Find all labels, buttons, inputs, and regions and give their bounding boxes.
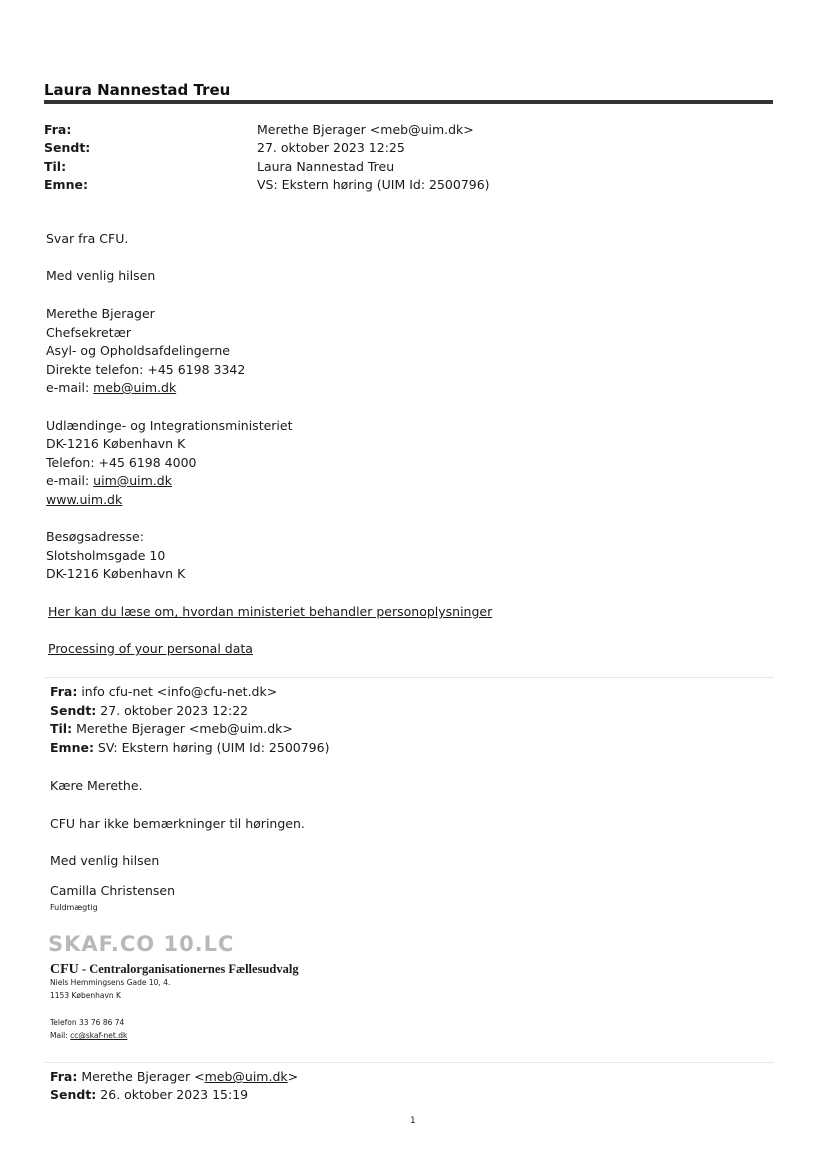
header-to-value: Laura Nannestad Treu [257, 159, 395, 174]
ministry-email-line [46, 473, 172, 488]
org-mail-link[interactable]: cc@skaf-net.dk [70, 1031, 128, 1040]
signature-email-link[interactable]: meb@uim.dk [93, 380, 177, 395]
signature-department: Asyl- og Opholdsafdelingerne [46, 343, 230, 358]
quote-separator-2 [44, 1062, 774, 1063]
signature-name: Merethe Bjerager [46, 306, 155, 321]
page-title: Laura Nannestad Treu [44, 81, 231, 99]
title-rule [44, 100, 773, 104]
body-greeting: Med venlig hilsen [46, 268, 156, 283]
ministry-phone: Telefon: +45 6198 4000 [46, 455, 197, 470]
privacy-link-en[interactable]: Processing of your personal data [48, 641, 253, 656]
signature-email-label: e-mail: [46, 380, 94, 395]
quoted1-salutation: Kære Merethe. [50, 778, 143, 793]
header-subject-label: Emne: [44, 177, 88, 192]
header-subject-value: VS: Ekstern høring (UIM Id: 2500796) [257, 177, 490, 192]
ministry-email-label: e-mail: [46, 473, 94, 488]
org-street: Niels Hemmingsens Gade 10, 4. [50, 978, 171, 987]
org-name-line: CFU - Centralorganisationernes Fællesudvalg [50, 962, 299, 977]
header-to-label: Til: [44, 159, 67, 174]
signature-title: Chefsekretær [46, 325, 132, 340]
header-from-value: Merethe Bjerager <meb@uim.dk> [257, 122, 474, 137]
ministry-name: Udlændinge- og Integrationsministeriet [46, 418, 293, 433]
quoted1-sent: Sendt: 27. oktober 2023 12:22 [50, 703, 249, 718]
ministry-website-link[interactable]: www.uim.dk [46, 492, 123, 507]
signature-phone: Direkte telefon: +45 6198 3342 [46, 362, 246, 377]
quoted1-subject: Emne: SV: Ekstern høring (UIM Id: 2500796) [50, 740, 330, 755]
quoted2-from-email-link[interactable]: meb@uim.dk [204, 1069, 288, 1084]
header-from-label: Fra: [44, 122, 72, 137]
visit-label: Besøgsadresse: [46, 529, 144, 544]
privacy-link-da[interactable]: Her kan du læse om, hvordan ministeriet behandler personoplysninger [48, 604, 493, 619]
visit-city: DK-1216 København K [46, 566, 186, 581]
quoted1-message: CFU har ikke bemærkninger til høringen. [50, 816, 305, 831]
quoted2-sent: Sendt: 26. oktober 2023 15:19 [50, 1087, 249, 1102]
page-number: 1 [410, 1116, 416, 1126]
ministry-city: DK-1216 København K [46, 436, 186, 451]
quoted1-greeting: Med venlig hilsen [50, 853, 160, 868]
org-city: 1153 København K [50, 991, 121, 1000]
org-phone: Telefon 33 76 86 74 [50, 1018, 125, 1027]
ministry-email-link[interactable]: uim@uim.dk [93, 473, 172, 488]
signature-email-line [46, 380, 176, 395]
quoted2-from: Fra: Merethe Bjerager <meb@uim.dk> [50, 1069, 299, 1084]
quoted1-from: Fra: info cfu-net <info@cfu-net.dk> [50, 684, 278, 699]
skaf-logo: SKAF.CO 10.LC [48, 932, 235, 956]
quoted1-signature-name: Camilla Christensen [50, 883, 176, 898]
quoted1-to: Til: Merethe Bjerager <meb@uim.dk> [50, 721, 293, 736]
body-intro: Svar fra CFU. [46, 231, 129, 246]
org-mail-line: Mail: cc@skaf-net.dk [50, 1031, 128, 1040]
header-sent-label: Sendt: [44, 140, 91, 155]
header-sent-value: 27. oktober 2023 12:25 [257, 140, 405, 155]
quote-separator-1 [44, 677, 774, 678]
visit-street: Slotsholmsgade 10 [46, 548, 166, 563]
quoted1-signature-title: Fuldmægtig [50, 903, 98, 912]
